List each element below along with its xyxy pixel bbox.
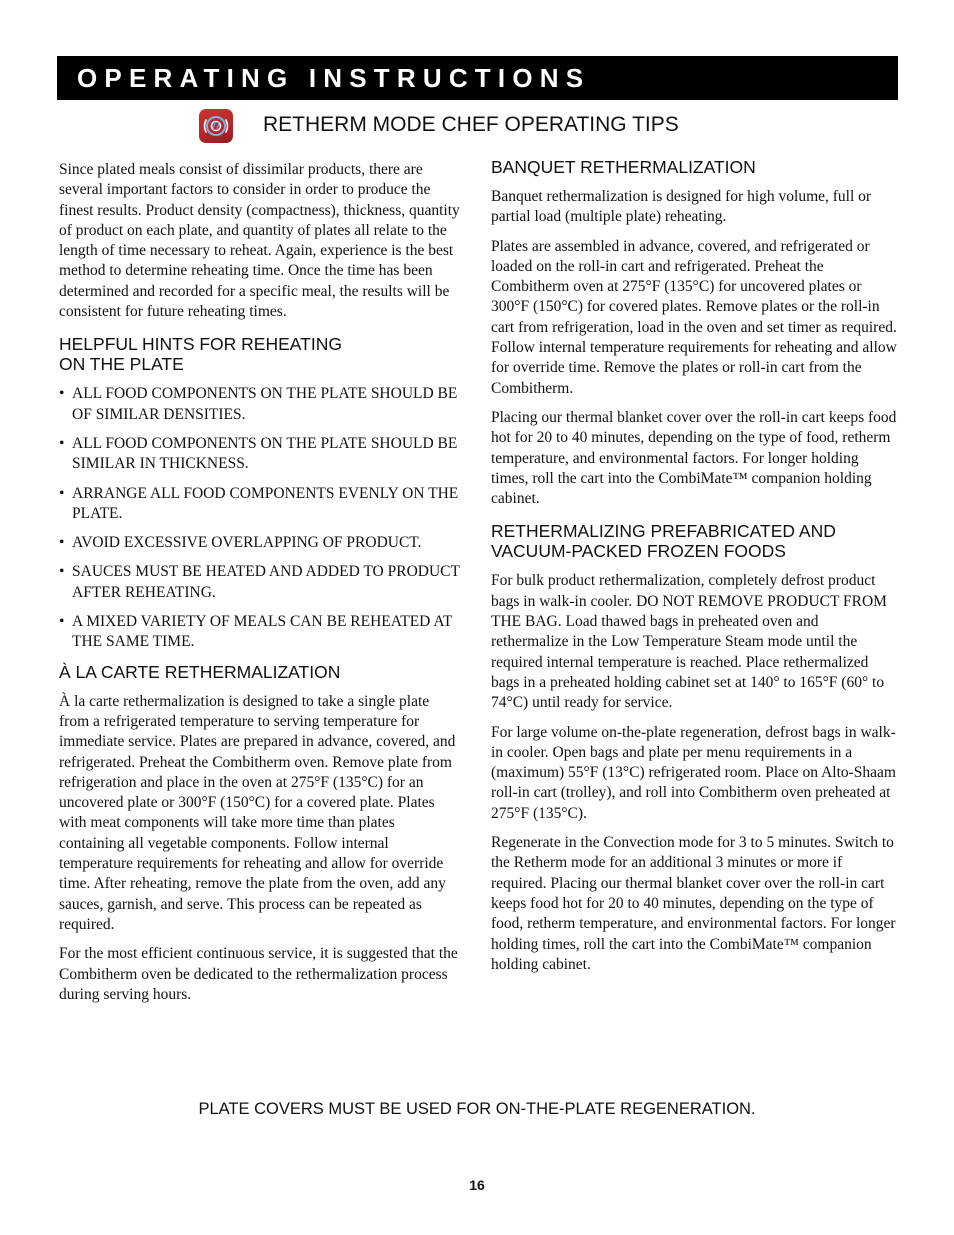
hint-text: ARRANGE ALL FOOD COMPONENTS EVENLY ON THE PLATE.: [72, 484, 459, 522]
list-item: • SAUCES MUST BE HEATED AND ADDED TO PRODUCT AFTER REHEATING.: [59, 563, 460, 601]
hints-list: [59, 384, 461, 652]
hint-text: AVOID EXCESSIVE OVERLAPPING OF PRODUCT.: [72, 534, 422, 552]
list-item: • ALL FOOD COMPONENTS ON THE PLATE SHOULD BE SIMILAR IN THICKNESS.: [59, 434, 458, 473]
alacarte-heading: À LA CARTE RETHERMALIZATION: [59, 661, 341, 682]
list-item: • AVOID EXCESSIVE OVERLAPPING OF PRODUCT.: [59, 534, 422, 552]
right-column: [491, 157, 899, 984]
left-column: [59, 160, 461, 1014]
hint-text: ALL FOOD COMPONENTS ON THE PLATE SHOULD BE SIMILAR IN THICKNESS.: [72, 434, 458, 473]
plate-covers-note: PLATE COVERS MUST BE USED FOR ON-THE-PLATE REGENERATION.: [198, 1100, 756, 1118]
hint-text: ALL FOOD COMPONENTS ON THE PLATE SHOULD BE OF SIMILAR DENSITIES.: [72, 385, 458, 423]
intro-paragraph: Since plated meals consist of dissimilar products, there are several important factors to consider in order to produce the finest results. Product density (compactness), thickness, quantity of product on each plate, and quantity of plates all relate to the length of time necessary to reheat. Again, experience is the best method to determine reheating time. Once the time has been determined and recorded for a specific meal, the results will be consistent for future reheating times.: [59, 161, 460, 321]
section-title: RETHERM MODE CHEF OPERATING TIPS: [263, 113, 679, 136]
page-number: 16: [469, 1177, 485, 1193]
banner-title: OPERATING INSTRUCTIONS: [77, 63, 591, 93]
list-item: • ALL FOOD COMPONENTS ON THE PLATE SHOULD BE OF SIMILAR DENSITIES.: [59, 385, 458, 423]
banquet-heading: BANQUET RETHERMALIZATION: [491, 157, 756, 177]
prefab-paragraph-1: For bulk product rethermalization, completely defrost product bags in walk-in cooler. DO NOT REMOVE PRODUCT FROM THE BAG. Load thawed bags in preheated oven and rethermalize in the Low Temperature Steam mode until the required internal temperature is reached. Place rethermalized bags in a preheated holding cabinet set at 140° to 165°F (60° to 74°C) until ready for service.: [491, 572, 887, 712]
hint-text: A MIXED VARIETY OF MEALS CAN BE REHEATED AT THE SAME TIME.: [72, 613, 453, 651]
hint-text: SAUCES MUST BE HEATED AND ADDED TO PRODUCT AFTER REHEATING.: [72, 563, 460, 601]
list-item: • A MIXED VARIETY OF MEALS CAN BE REHEATED AT THE SAME TIME.: [59, 613, 453, 651]
retherm-mode-icon: [199, 109, 233, 143]
prefab-paragraph-2: For large volume on-the-plate regeneration, defrost bags in walk-in cooler. Open bags and plate per menu requirements in a (maximum) 55°F (13°C) refrigerated room. Place on Alto-Shaam roll-in cart (trolley), and roll into Combitherm oven preheated at 275°F (135°C).: [491, 723, 896, 822]
prefab-paragraph-3: Regenerate in the Convection mode for 3 to 5 minutes. Switch to the Retherm mode for an additional 3 minutes or more if required. Placing our thermal blanket cover over the roll-in cart keeps food hot for 20 to 40 minutes, depending on the type of food, retherm temperature, and environmental factors. For longer holding times, roll the cart into the CombiMate™ companion holding cabinet.: [491, 834, 896, 973]
list-item: • ARRANGE ALL FOOD COMPONENTS EVENLY ON THE PLATE.: [59, 484, 459, 522]
banquet-paragraph-2: Plates are assembled in advance, covered, and refrigerated or loaded on the roll-in cart and refrigerated. Preheat the Combitherm oven at 275°F (135°C) for uncovered plates or 300°F (150°C) for covered plates. Remove plates or the roll-in cart from refrigeration, load in the oven and set timer as required. Follow internal temperature requirements for reheating and allow for override time. Remove the plates or roll-in cart from the Combitherm.: [491, 237, 897, 397]
banquet-paragraph-1: Banquet rethermalization is designed for high volume, full or partial load (multiple plate) reheating.: [491, 188, 872, 226]
alacarte-paragraph-2: For the most efficient continuous service, it is suggested that the Combitherm oven be dedicated to the rethermalization process during serving hours.: [59, 945, 458, 1003]
header-banner: [57, 56, 898, 100]
prefab-heading: RETHERMALIZING PREFABRICATED AND VACUUM-PACKED FROZEN FOODS: [491, 521, 836, 562]
alacarte-paragraph-1: À la carte rethermalization is designed to take a single plate from a refrigerated temperature to serving temperature for immediate service. Plates are prepared in advance, covered, and refrigerated. Preheat the Combitherm oven. Remove plate from refrigeration and place in the oven at 275°F (135°C) for an uncovered plate or 300°F (150°C) for a covered plate. Plates with meat components will take more time than plates containing all vegetable components. Follow internal temperature requirements for reheating and allow for override time. After reheating, remove the plate from the oven, add any sauces, garnish, and serve. This process can be repeated as required.: [59, 692, 456, 933]
banquet-paragraph-3: Placing our thermal blanket cover over the roll-in cart keeps food hot for 20 to 40 minutes, depending on the type of food, retherm temperature, and environmental factors. For longer holding times, roll the cart into the CombiMate™ companion holding cabinet.: [491, 408, 897, 508]
hints-heading: HELPFUL HINTS FOR REHEATING ON THE PLATE: [59, 334, 342, 375]
